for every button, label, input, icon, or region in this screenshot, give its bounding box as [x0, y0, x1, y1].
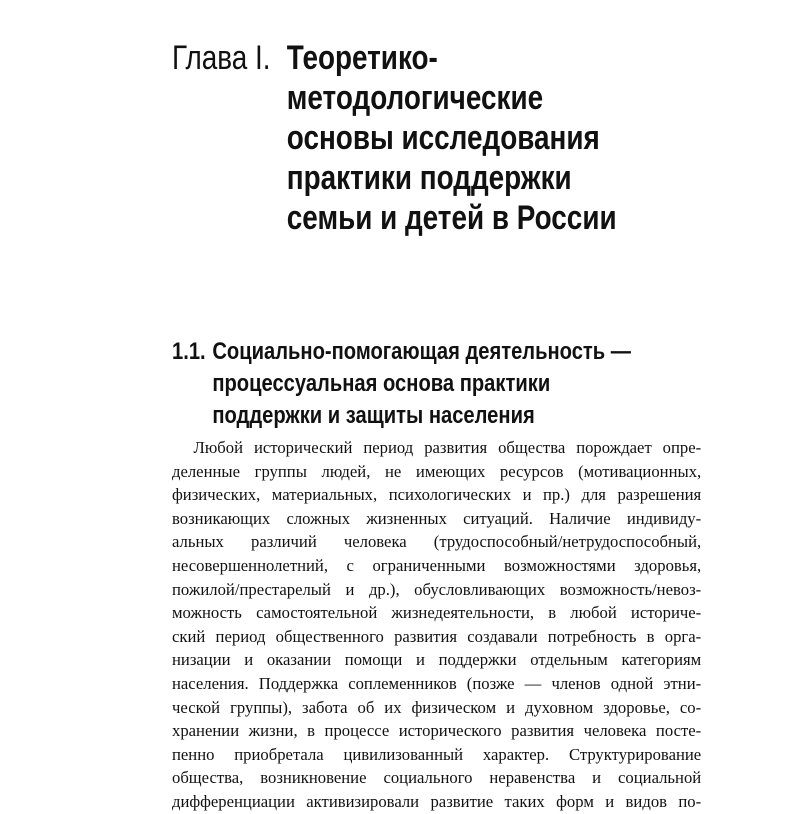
chapter-title-line: практики поддержки: [286, 159, 572, 197]
body-line: можность самостоятельной жизнедеятельности, в любой историче-: [172, 603, 702, 623]
section-title-line: поддержки и защиты населения: [212, 402, 535, 429]
body-line: пенно приобретала цивилизованный характер. Структурирование: [172, 744, 702, 764]
section-title-line: Социально-помогающая деятельность —: [212, 338, 631, 365]
chapter-title-line: Теоретико-: [286, 39, 438, 77]
chapter-title-line: основы исследования: [286, 119, 600, 157]
body-paragraph: [172, 436, 701, 814]
body-line: населения. Поддержка соплеменников (позже — членов одной этни-: [172, 673, 702, 693]
body-line: ческой группы), забота об их физическом и духовном здоровье, со-: [172, 697, 702, 717]
body-line: хранении жизни, в процессе исторического развития человека посте-: [172, 721, 702, 741]
chapter-title: [287, 38, 640, 238]
body-line: деленные группы людей, не имеющих ресурсов (мотивационных,: [172, 461, 702, 481]
body-line: низации и оказании помощи и поддержки отдельным категориям: [172, 650, 702, 670]
body-line: общества, возникновение социального неравенства и социальной: [172, 768, 702, 788]
body-line: ский период общественного развития создавали потребность в орга-: [172, 626, 702, 646]
section-number: 1.1.: [172, 338, 206, 365]
chapter-label: Глава I.: [172, 39, 271, 77]
chapter-title-line: семьи и детей в России: [286, 199, 617, 237]
section-title: [212, 336, 631, 432]
body-line: дифференциации активизировали развитие таких форм и видов по-: [172, 791, 702, 811]
body-line: пожилой/престарелый и др.), обусловливающих возможность/невоз-: [172, 579, 702, 599]
body-line: несовершеннолетний, с ограниченными возможностями здоровья,: [172, 555, 702, 575]
body-line: альных различий человека (трудоспособный/нетрудоспособный,: [172, 532, 702, 552]
chapter-title-line: методологические: [286, 79, 544, 117]
body-line: физических, материальных, психологических и пр.) для разрешения: [172, 485, 702, 505]
body-line: возникающих сложных жизненных ситуаций. Наличие индивиду-: [172, 508, 702, 528]
body-line: Любой исторический период развития общества порождает опре-: [193, 438, 702, 457]
section-title-line: процессуальная основа практики: [212, 370, 551, 397]
